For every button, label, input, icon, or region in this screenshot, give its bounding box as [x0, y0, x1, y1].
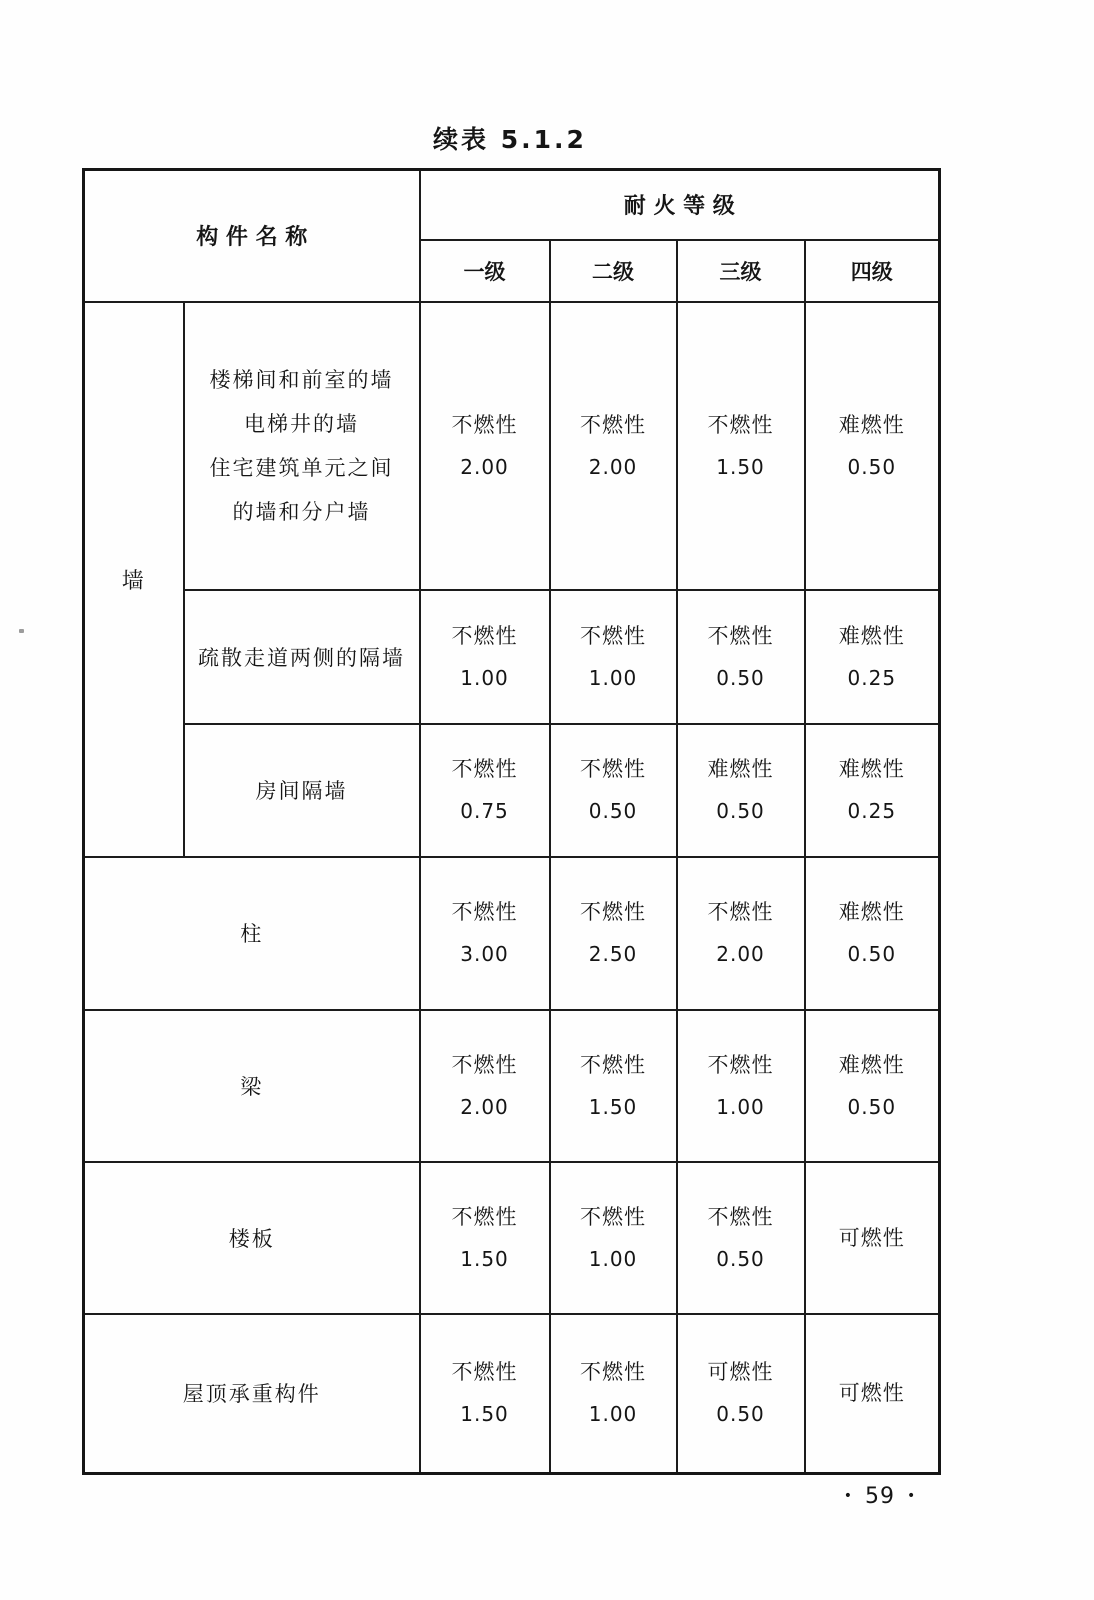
hours-text: 0.25: [847, 665, 897, 690]
hours-text: 1.00: [588, 665, 638, 690]
cell-corridor-grade2: [550, 590, 677, 724]
hours-text: 0.50: [847, 454, 897, 479]
rating-text: 不燃性: [580, 1052, 647, 1077]
rating-text: 不燃性: [580, 900, 647, 924]
page-number-dot-right: •: [907, 1488, 917, 1504]
scan-speck: [19, 629, 24, 633]
hours-text: 0.75: [460, 799, 509, 823]
hours-text: 2.00: [460, 454, 509, 479]
cell-room-partition-grade3: [677, 724, 805, 857]
hours-text: 3.00: [460, 942, 509, 966]
component-name-cell: 疏散走道两侧的隔墙: [184, 590, 420, 724]
hours-text: 0.50: [847, 1094, 897, 1119]
rating-text: 不燃性: [451, 900, 518, 924]
row-beam: [84, 1010, 940, 1162]
cell-beam-grade1: [420, 1010, 550, 1162]
hours-text: 0.50: [588, 799, 638, 823]
page-number-value: 59: [865, 1484, 895, 1509]
row-wall-corridor-partition: [84, 590, 940, 724]
hours-text: 0.50: [716, 1246, 765, 1271]
rating-text: 不燃性: [707, 900, 774, 924]
cell-wall-stairwell-grade3: [677, 302, 805, 590]
name-line: 的墙和分户墙: [232, 499, 371, 524]
cell-corridor-grade4: [805, 590, 940, 724]
cell-roof-grade4: [805, 1314, 940, 1474]
cell-roof-grade1: [420, 1314, 550, 1474]
hours-text: 1.00: [716, 1094, 765, 1119]
hours-text: 2.50: [588, 942, 638, 966]
rating-text: 不燃性: [580, 1204, 647, 1229]
row-floor-slab: [84, 1162, 940, 1314]
cell-column-grade4: [805, 857, 940, 1010]
rating-text: 不燃性: [451, 1360, 518, 1385]
component-name-cell: 楼板: [84, 1162, 420, 1314]
cell-floor-grade3: [677, 1162, 805, 1314]
rating-text: 不燃性: [451, 412, 518, 437]
rating-text: 不燃性: [451, 1052, 518, 1077]
hours-text: 2.00: [460, 1094, 509, 1119]
rating-text: 难燃性: [838, 412, 905, 437]
row-wall-stairwell: [84, 302, 940, 590]
rating-text: 难燃性: [838, 900, 905, 924]
cell-floor-grade4: [805, 1162, 940, 1314]
rating-text: 可燃性: [838, 1381, 905, 1406]
row-wall-room-partition: [84, 724, 940, 857]
component-name-cell: 屋顶承重构件: [84, 1314, 420, 1474]
rating-text: 不燃性: [451, 757, 518, 781]
hours-text: 1.50: [716, 454, 765, 479]
rating-text: 难燃性: [707, 757, 774, 781]
cell-floor-grade2: [550, 1162, 677, 1314]
component-name-cell: 房间隔墙: [184, 724, 420, 857]
hours-text: 1.50: [460, 1402, 509, 1427]
cell-beam-grade3: [677, 1010, 805, 1162]
rating-text: 难燃性: [838, 623, 905, 648]
hours-text: 0.50: [716, 799, 765, 823]
cell-beam-grade2: [550, 1010, 677, 1162]
rating-text: 不燃性: [580, 757, 647, 781]
cell-corridor-grade1: [420, 590, 550, 724]
rating-text: 难燃性: [838, 757, 905, 781]
cell-room-partition-grade4: [805, 724, 940, 857]
cell-roof-grade3: [677, 1314, 805, 1474]
rating-text: 不燃性: [707, 412, 774, 437]
hours-text: 1.50: [460, 1246, 509, 1271]
rating-text: 不燃性: [580, 623, 647, 648]
cell-wall-stairwell-grade4: [805, 302, 940, 590]
hours-text: 1.00: [588, 1246, 638, 1271]
hours-text: 1.00: [460, 665, 509, 690]
rating-text: 难燃性: [838, 1052, 905, 1077]
header-grade-2: 二级: [550, 240, 677, 302]
name-line: 楼梯间和前室的墙: [209, 367, 394, 392]
hours-text: 0.50: [847, 942, 897, 966]
hours-text: 0.25: [847, 799, 897, 823]
hours-text: 1.50: [588, 1094, 638, 1119]
row-column: [84, 857, 940, 1010]
rating-text: 可燃性: [838, 1225, 905, 1250]
cell-roof-grade2: [550, 1314, 677, 1474]
page-number: [780, 1484, 980, 1509]
cell-wall-stairwell-grade1: [420, 302, 550, 590]
rating-text: 不燃性: [707, 623, 774, 648]
rating-text: 不燃性: [451, 623, 518, 648]
name-line: 电梯井的墙: [244, 411, 359, 436]
row-roof-members: [84, 1314, 940, 1474]
cell-column-grade3: [677, 857, 805, 1010]
header-grade-4: 四级: [805, 240, 940, 302]
rating-text: 不燃性: [580, 1360, 647, 1385]
rating-text: 不燃性: [707, 1204, 774, 1229]
fire-resistance-table: [82, 168, 941, 1475]
cell-beam-grade4: [805, 1010, 940, 1162]
cell-room-partition-grade2: [550, 724, 677, 857]
header-component-name: 构 件 名 称: [84, 170, 420, 302]
component-name-cell: 柱: [84, 857, 420, 1010]
page-number-dot-left: •: [843, 1488, 853, 1504]
hours-text: 2.00: [716, 942, 765, 966]
header-fire-rating: 耐 火 等 级: [420, 170, 940, 240]
hours-text: 2.00: [588, 454, 638, 479]
cell-wall-stairwell-grade2: [550, 302, 677, 590]
rating-text: 不燃性: [707, 1052, 774, 1077]
cell-floor-grade1: [420, 1162, 550, 1314]
rating-text: 可燃性: [707, 1360, 774, 1385]
component-name-cell: [184, 302, 420, 590]
hours-text: 0.50: [716, 1402, 765, 1427]
cell-column-grade2: [550, 857, 677, 1010]
page-title: 续表 5.1.2: [433, 125, 587, 154]
header-grade-3: 三级: [677, 240, 805, 302]
name-line: 住宅建筑单元之间: [209, 455, 394, 480]
cell-corridor-grade3: [677, 590, 805, 724]
header-row-top: [84, 170, 940, 240]
component-name-cell: 梁: [84, 1010, 420, 1162]
cell-room-partition-grade1: [420, 724, 550, 857]
header-grade-1: 一级: [420, 240, 550, 302]
cell-column-grade1: [420, 857, 550, 1010]
component-name-lines: [185, 358, 419, 534]
hours-text: 1.00: [588, 1402, 638, 1427]
hours-text: 0.50: [716, 665, 765, 690]
rating-text: 不燃性: [580, 412, 647, 437]
rating-text: 不燃性: [451, 1204, 518, 1229]
row-group-wall: 墙: [84, 302, 184, 857]
